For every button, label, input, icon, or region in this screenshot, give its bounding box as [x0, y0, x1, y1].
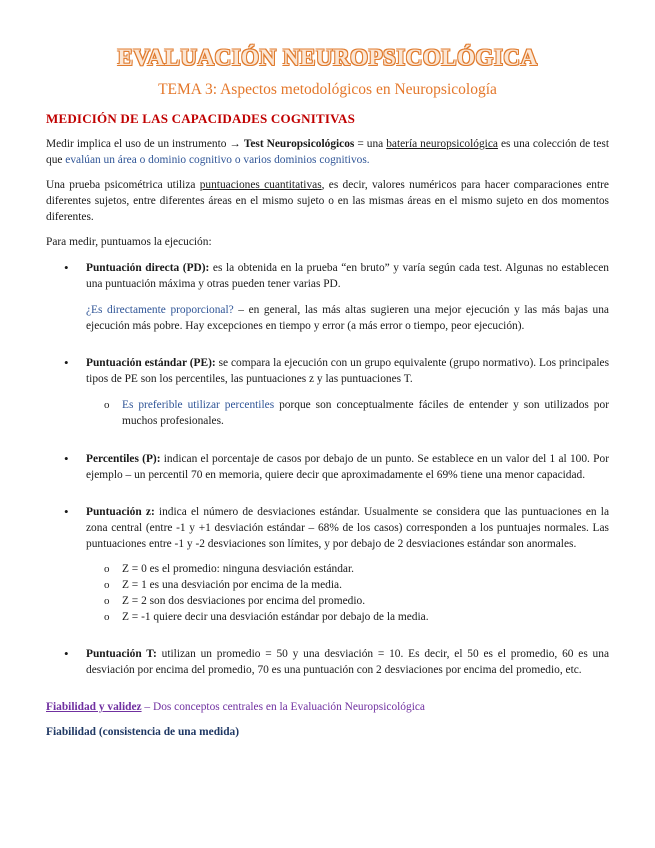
reliability-heading: Fiabilidad (consistencia de una medida)	[46, 726, 240, 738]
pe-sub-text: porque son conceptualmente fáciles de entender y son utilizados por muchos profesionales.	[122, 399, 609, 427]
intro-paragraph-3: Para medir, puntuamos la ejecución:	[46, 236, 212, 248]
quantitative-term: puntuaciones cuantitativas	[199, 179, 322, 191]
t-term: Puntuación T:	[86, 648, 157, 660]
z-text: indica el número de desviaciones estándar. Usualmente se considera que las puntuaciones en la zona central (entre -1 y +1 desviación estándar – 68% de los casos) corresponden a los puntuajes normales. Las puntuaciones entre -1 y -2 desviaciones son límites, y por debajo de 2 desviaciones estándar son anormales.	[86, 506, 610, 550]
highlight-text: evalúan un área o dominio cognitivo o varios dominios cognitivos.	[65, 154, 370, 166]
intro-text: Medir implica el uso de un instrumento →	[46, 138, 244, 150]
reliability-validity-text: – Dos conceptos centrales en la Evaluación Neuropsicológica	[141, 701, 425, 713]
pe-subitem	[46, 397, 609, 429]
z-subitem: o Z = 0 es el promedio: ninguna desviación estándar.	[46, 561, 609, 577]
battery-term: batería neuropsicológica	[386, 138, 498, 150]
z-subitem: o Z = 1 es una desviación por encima de la media.	[46, 577, 609, 593]
topic-subtitle: TEMA 3: Aspectos metodológicos en Neuropsicología	[158, 81, 497, 98]
score-types-list	[46, 260, 609, 292]
intro-text: es una colección de test que	[46, 138, 609, 166]
intro-text: Una prueba psicométrica utiliza	[46, 179, 200, 191]
pe-sub-highlight: Es preferible utilizar percentiles	[122, 399, 275, 411]
pe-term: Puntuación estándar (PE):	[86, 357, 216, 369]
pd-answer: – en general, las más altas sugieren una mejor ejecución y las más bajas una ejecución más pobre. Hay excepciones en tiempo y error (a más error o tiempo, peor ejecución).	[86, 304, 609, 332]
pe-sublist	[46, 397, 609, 429]
pe-text: se compara la ejecución con un grupo equivalente (grupo normativo). Los principales tipos de PE son los percentiles, las puntuaciones z y las puntuaciones T.	[86, 357, 610, 385]
reliability-validity-term: Fiabilidad y validez	[46, 701, 142, 713]
z-subitem: o Z = 2 son dos desviaciones por encima del promedio.	[46, 593, 609, 609]
list-item-t	[46, 646, 609, 678]
z-sublist	[46, 561, 609, 625]
z-subitem: o Z = -1 quiere decir una desviación estándar por debajo de la media.	[46, 609, 609, 625]
t-text: utilizan un promedio = 50 y una desviación = 10. Es decir, el 50 es el promedio, 60 es una desviación por encima del promedio, 70 es una puntuación con 2 desviaciones por encima del promedio, etc.	[86, 648, 609, 676]
percentiles-term: Percentiles (P):	[86, 453, 161, 465]
pd-question: ¿Es directamente proporcional?	[86, 304, 234, 316]
pd-text: es la obtenida en la prueba “en bruto” y varía según cada test. Algunas no establecen una puntuación máxima y otras pueden tener varias PD.	[86, 262, 609, 290]
z-term: Puntuación z:	[86, 506, 155, 518]
list-item-z	[46, 504, 609, 552]
section-heading: MEDICIÓN DE LAS CAPACIDADES COGNITIVAS	[46, 111, 356, 126]
list-item-percentiles	[46, 451, 609, 483]
score-types-list	[46, 355, 609, 387]
score-types-list	[46, 504, 609, 552]
intro-paragraph-1	[46, 136, 609, 168]
intro-paragraph-2	[46, 177, 609, 225]
intro-text: = una	[354, 138, 387, 150]
list-item-pd	[46, 260, 609, 292]
pd-term: Puntuación directa (PD):	[86, 262, 210, 274]
percentiles-text: indican el porcentaje de casos por debajo de un punto. Se establece en un valor del 1 al 100. Por ejemplo – un percentil 70 en memoria, quiere decir que aproximadamente el 69% tiene una menor capacidad.	[86, 453, 609, 481]
list-item-pe	[46, 355, 609, 387]
pd-note	[46, 302, 609, 334]
score-types-list	[46, 646, 609, 678]
score-types-list	[46, 451, 609, 483]
reliability-line	[46, 699, 609, 715]
test-term: Test Neuropsicológicos	[243, 138, 355, 150]
intro-text: , es decir, valores numéricos para hacer comparaciones entre diferentes sujetos, entre diferentes áreas en el mismo sujeto o en las mismas áreas en el mismo sujeto en dos momentos diferentes.	[46, 179, 609, 223]
document-title: EVALUACIÓN NEUROPSICOLÓGICA	[117, 45, 538, 70]
